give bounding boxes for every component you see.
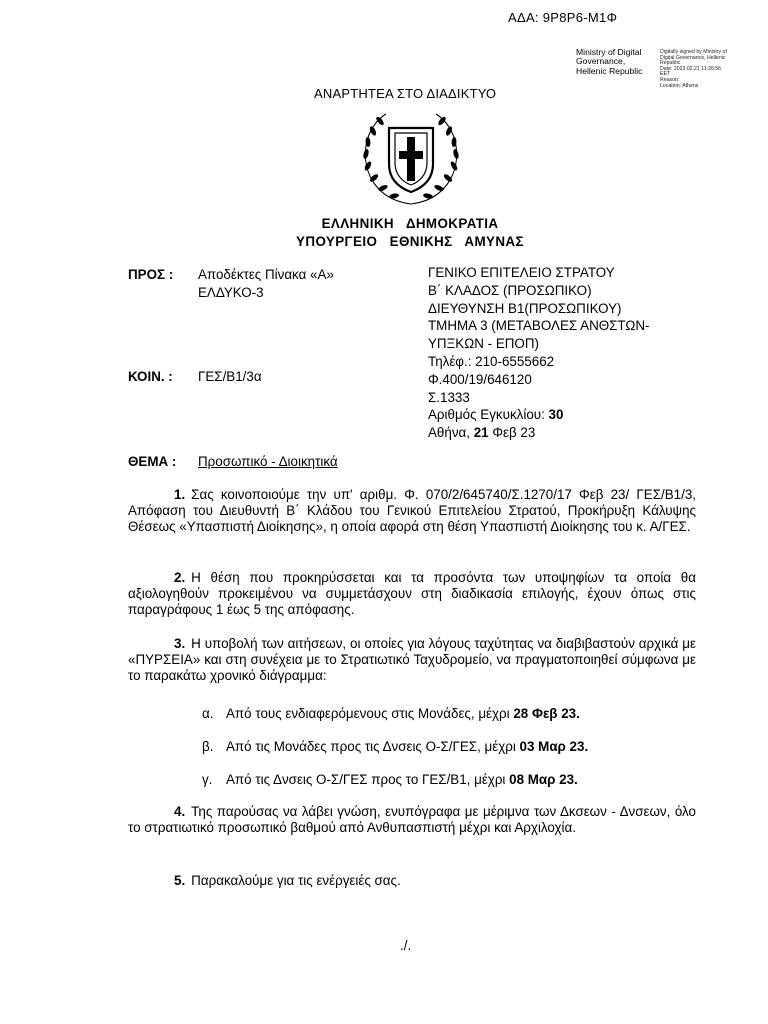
paragraph-1 [128, 487, 696, 536]
schedule-marker: α. [202, 706, 214, 721]
paragraph-2 [128, 570, 696, 619]
signature-detail-line: EET [660, 71, 671, 78]
schedule-deadline: 28 Φεβ 23 [513, 706, 577, 721]
signature-detail-line: Date: 2023.02.21 11:26:56 [660, 65, 722, 72]
recipient-line: ΕΛΔΥΚΟ-3 [198, 285, 264, 300]
signer-line: Ministry of Digital [576, 47, 642, 57]
schedule-item: α. Από τους ενδιαφερόμενους στις Μονάδες, μέχρι 28 Φεβ 23. [202, 706, 580, 721]
paragraph-text: 1. Σας κοινοποιούμε την υπ' αριθμ. Φ. 070/2/645740/Σ.1270/17 Φεβ 23/ ΓΕΣ/Β1/3, Απόφαση του Διευθυντή Β΄ Κλάδου του Γενικού Επιτελείου Στρατού, Προκήρυξη Κάλυψης Θέσεως «Υπασπιστή Διοίκησης», η οποία αφορά στη θέση Υπασπιστή Διοίκησης του κ. Α/ΓΕΣ. [128, 487, 696, 535]
signature-detail-line: Digital Governance, Hellenic [660, 54, 726, 61]
digital-signature-stamp [576, 48, 766, 90]
signature-detail-line: Republic [660, 60, 681, 67]
signature-detail-line: Reason: [660, 76, 680, 83]
paragraph-number: 2. [174, 570, 186, 585]
signature-detail-line: Digitally signed by Ministry of [660, 49, 727, 55]
schedule-deadline: 03 Μαρ 23 [519, 739, 585, 754]
postable-note: ΑΝΑΡΤΗΤΕΑ ΣΤΟ ΔΙΑΔΙΚΤΥΟ [314, 86, 497, 101]
sender-line: ΤΜΗΜΑ 3 (ΜΕΤΑΒΟΛΕΣ ΑΝΘΣΤΩΝ- [428, 318, 650, 334]
circular-number: 30 [548, 407, 564, 423]
paragraph-5 [128, 873, 696, 889]
recipient-line: Αποδέκτες Πίνακα «Α» [198, 267, 334, 282]
subject-label: ΘΕΜΑ : [128, 454, 177, 469]
signer-line: Governance, [576, 56, 626, 67]
cc-label: ΚΟΙΝ. : [128, 369, 173, 384]
issuer-header-line: ΥΠΟΥΡΓΕΙΟ ΕΘΝΙΚΗΣ ΑΜΥΝΑΣ [296, 234, 524, 249]
greek-coat-of-arms-emblem [356, 106, 466, 210]
signer-line: Hellenic Republic [576, 65, 643, 76]
schedule-item: β. Από τις Μονάδες προς τις Δνσεις Ο-Σ/ΓΕΣ, μέχρι 03 Μαρ 23. [202, 739, 589, 754]
paragraph-3 [128, 636, 696, 685]
ada-code: ΑΔΑ: 9Ρ8Ρ6-Μ1Φ [508, 10, 618, 25]
paragraph-text: 2. Η θέση που προκηρύσσεται και τα προσόντα των υποψηφίων τα οποία θα αξιολογηθούν προκειμένου να συμμετάσχουν στη διαδικασία επιλογής, έχουν όπως στις παραγράφους 1 έως 5 της απόφασης. [128, 570, 696, 618]
issuer-header-line: ΕΛΛΗΝΙΚΗ ΔΗΜΟΚΡΑΤΙΑ [321, 216, 499, 231]
circular-number-line: Αριθμός Εγκυκλίου: 30 [428, 407, 564, 423]
sender-line: Τηλέφ.: 210-6555662 [428, 353, 555, 369]
date-day: 21 [473, 425, 489, 441]
date-line: Αθήνα, 21 Φεβ 23 [428, 425, 536, 441]
sender-block [428, 264, 650, 442]
cc-value: ΓΕΣ/Β1/3α [198, 369, 262, 384]
subject-value: Προσωπικό - Διοικητικά [198, 454, 338, 469]
sender-line: ΓΕΝΙΚΟ ΕΠΙΤΕΛΕΙΟ ΣΤΡΑΤΟΥ [428, 265, 615, 280]
schedule-item: γ. Από τις Δνσεις Ο-Σ/ΓΕΣ προς το ΓΕΣ/Β1, μέχρι 08 Μαρ 23. [202, 772, 578, 787]
paragraph-number: 3. [174, 636, 186, 651]
signer-name [576, 48, 660, 76]
paragraph-text: 3. Η υποβολή των αιτήσεων, οι οποίες για λόγους ταχύτητας να διαβιβαστούν αρχικά με «ΠΥΡΣΕΙΑ» και στη συνέχεια με το Στρατιωτικό Ταχυδρομείο, να πραγματοποιηθεί σύμφωνα με το παρακάτω χρονικό διάγραμμα: [128, 636, 696, 684]
paragraph-number: 4. [174, 804, 186, 819]
schedule-marker: β. [202, 739, 214, 754]
signature-detail-line: Location: Athens [660, 82, 699, 89]
recipients-label: ΠΡΟΣ : [128, 267, 174, 282]
paragraph-text: 4. Της παρούσας να λάβει γνώση, ενυπόγραφα με μέριμνα των Δκσεων - Δνσεων, όλο το στρατιωτικό προσωπικό βαθμού από Ανθυπασπιστή μέχρι και Αρχιλοχία. [128, 804, 696, 836]
schedule-marker: γ. [202, 772, 213, 787]
sender-line: ΥΠΞΚΩΝ - ΕΠΟΠ) [428, 336, 539, 352]
sender-line: ΔΙΕΥΘΥΝΣΗ Β1(ΠΡΟΣΩΠΙΚΟΥ) [428, 300, 622, 316]
sender-line: Β΄ ΚΛΑΔΟΣ (ΠΡΟΣΩΠΙΚΟ) [428, 282, 592, 298]
paragraph-number: 5. [174, 873, 186, 888]
continuation-mark: ./. [400, 938, 412, 953]
paragraph-number: 1. [174, 487, 186, 502]
signature-details [660, 50, 766, 89]
paragraph-4 [128, 804, 696, 836]
paragraph-text: 5. Παρακαλούμε για τις ενέργειές σας. [174, 873, 401, 888]
schedule-deadline: 08 Μαρ 23 [509, 772, 575, 787]
sender-line: Φ.400/19/646120 [428, 371, 532, 387]
sender-line: Σ.1333 [428, 389, 470, 405]
